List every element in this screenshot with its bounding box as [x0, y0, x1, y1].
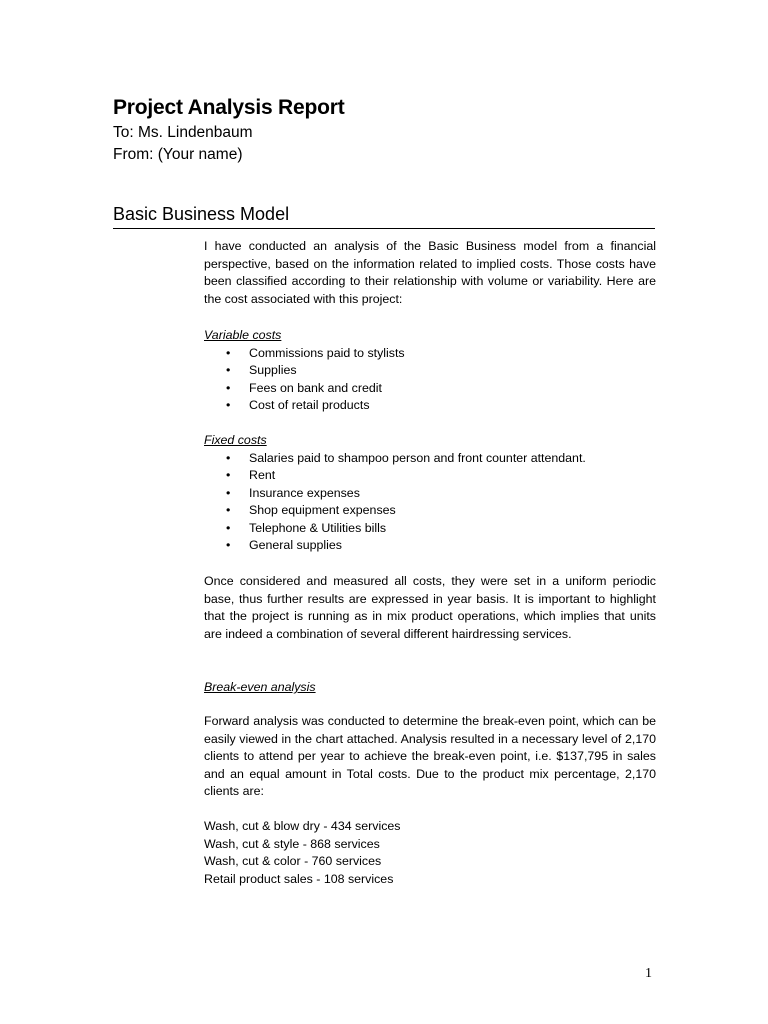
fixed-costs-block: [204, 432, 656, 555]
list-item: • Insurance expenses: [204, 485, 656, 503]
service-line: Wash, cut & style - 868 services: [204, 836, 380, 851]
bullet-icon: •: [226, 520, 231, 535]
page-number: 1: [645, 966, 652, 981]
bullet-icon: •: [226, 380, 231, 395]
list-item: • Telephone & Utilities bills: [204, 520, 656, 538]
bullet-icon: •: [226, 485, 231, 500]
bullet-icon: •: [226, 468, 231, 482]
fixed-costs-list: [204, 450, 656, 555]
list-item: • Rent: [204, 467, 656, 485]
service-line: Retail product sales - 108 services: [204, 871, 394, 886]
bullet-icon: •: [226, 398, 231, 412]
break-even-heading-block: [204, 679, 656, 697]
list-item: • Fees on bank and credit: [204, 380, 656, 398]
variable-costs-list: [204, 345, 656, 415]
fixed-costs-heading: Fixed costs: [204, 433, 267, 447]
list-item: • Supplies: [204, 362, 656, 380]
intro-block: [204, 238, 656, 308]
break-even-paragraph: Forward analysis was conducted to determine the break-even point, which can be easily viewed in the chart attached. Analysis resulted in a necessary level of 2,170 clients to attend per year to achieve the break-even point, i.e. $137,795 in sales and an equal amount in Total costs. Due to the product mix percentage, 2,170 clients are:: [204, 714, 656, 798]
recipient-line: To: Ms. Lindenbaum: [113, 124, 253, 141]
list-item: • Commissions paid to stylists: [204, 345, 656, 363]
list-item: • Salaries paid to shampoo person and front counter attendant.: [204, 450, 656, 468]
bullet-icon: •: [226, 345, 231, 360]
bullet-icon: •: [226, 538, 231, 552]
break-even-block: [204, 713, 656, 801]
report-title: Project Analysis Report: [113, 96, 345, 119]
bullet-icon: •: [226, 450, 231, 465]
break-even-heading: Break-even analysis: [204, 680, 316, 694]
intro-paragraph: I have conducted an analysis of the Basic Business model from a financial perspective, based on the information related to implied costs. Those costs have been classified according to their relationship with volume or variability. Here are the cost associated with this project:: [204, 239, 656, 306]
variable-costs-block: [204, 327, 656, 415]
summary-block: [204, 573, 656, 643]
service-line: Wash, cut & blow dry - 434 services: [204, 819, 401, 833]
section-heading: Basic Business Model: [113, 204, 655, 229]
bullet-icon: •: [226, 503, 231, 517]
list-item: • Shop equipment expenses: [204, 502, 656, 520]
list-item: • Cost of retail products: [204, 397, 656, 415]
bullet-icon: •: [226, 363, 231, 377]
list-item: • General supplies: [204, 537, 656, 555]
services-block: [204, 818, 656, 888]
service-line: Wash, cut & color - 760 services: [204, 854, 382, 868]
sender-line: From: (Your name): [113, 146, 243, 163]
variable-costs-heading: Variable costs: [204, 328, 282, 342]
summary-paragraph: Once considered and measured all costs, they were set in a uniform periodic base, thus further results are expressed in year basis. It is important to highlight that the project is running as in mix product operations, which implies that units are indeed a combination of several different hairdressing services.: [204, 574, 656, 641]
